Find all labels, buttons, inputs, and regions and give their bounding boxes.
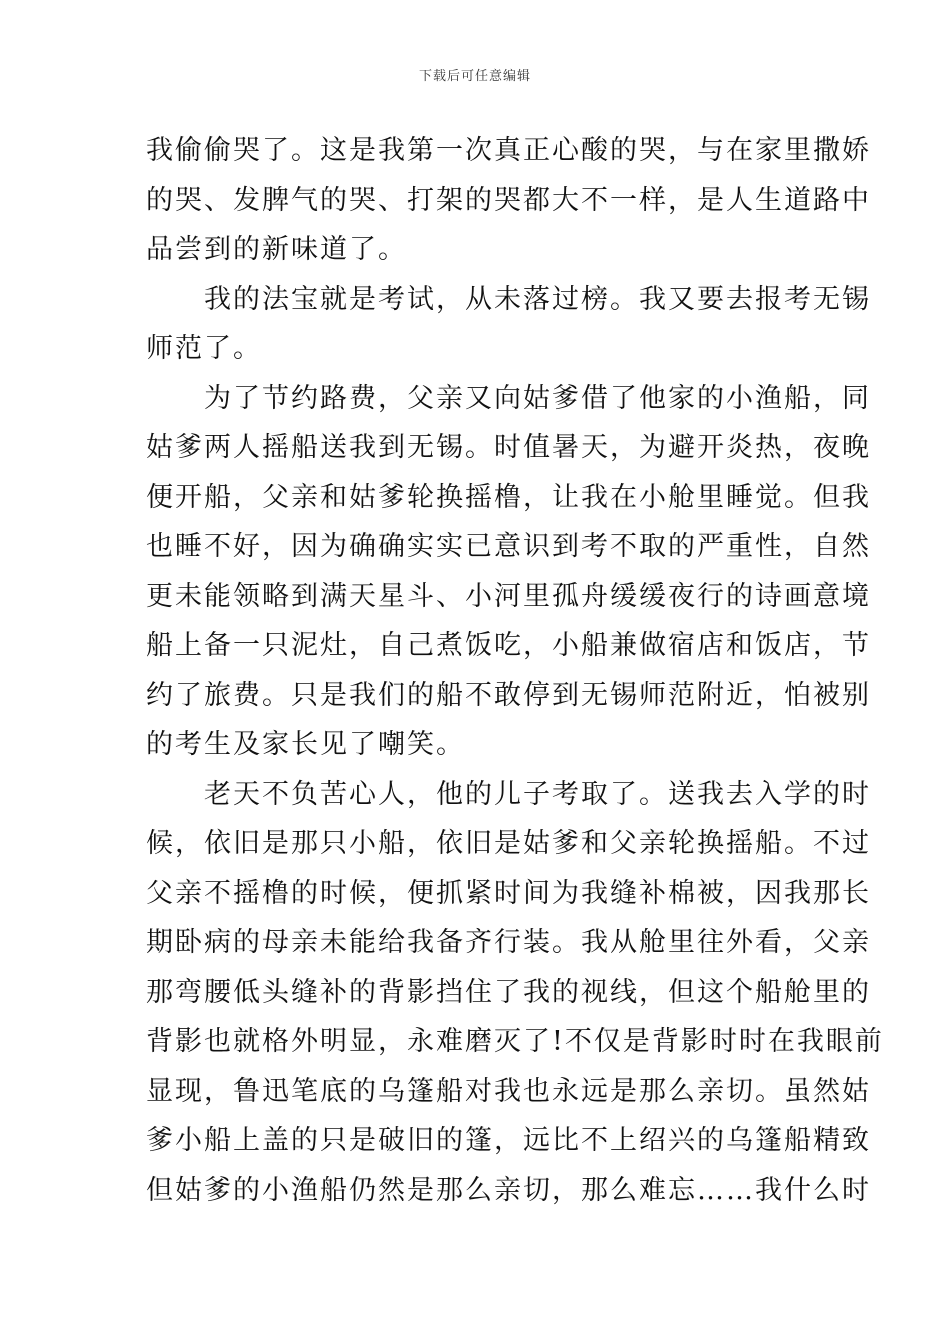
text-line: 的哭、发脾气的哭、打架的哭都大不一样，是人生道路中 <box>146 184 871 216</box>
text-line: 老天不负苦心人，他的儿子考取了。送我去入学的时 <box>146 778 871 810</box>
body-text <box>146 126 884 1215</box>
text-line: 我偷偷哭了。这是我第一次真正心酸的哭，与在家里撒娇 <box>146 135 871 166</box>
text-line: 便开船，父亲和姑爹轮换摇橹，让我在小舱里睡觉。但我 <box>146 481 871 513</box>
header-note: 下载后可任意编辑 <box>418 69 531 84</box>
text-line: 显现，鲁迅笔底的乌篷船对我也永远是那么亲切。虽然姑 <box>146 1075 871 1107</box>
text-line: 的考生及家长见了嘲笑。 <box>146 729 465 760</box>
text-line: 师范了。 <box>146 333 262 364</box>
text-line: 父亲不摇橹的时候，便抓紧时间为我缝补棉被，因我那长 <box>146 877 871 909</box>
text-line: 船上备一只泥灶，自己煮饭吃，小船兼做宿店和饭店，节 <box>146 630 871 661</box>
text-line: 爹小船上盖的只是破旧的篷，远比不上绍兴的乌篷船精致 <box>146 1125 871 1156</box>
text-line: 我的法宝就是考试，从未落过榜。我又要去报考无锡 <box>146 283 871 315</box>
text-line: 但姑爹的小渔船仍然是那么亲切，那么难忘……我什么时 <box>146 1174 871 1206</box>
text-line: 约了旅费。只是我们的船不敢停到无锡师范附近，怕被别 <box>146 679 871 711</box>
text-line: 为了节约路费，父亲又向姑爹借了他家的小渔船，同 <box>146 382 871 414</box>
text-line: 更未能领略到满天星斗、小河里孤舟缓缓夜行的诗画意境 <box>146 580 871 612</box>
text-line: 候，依旧是那只小船，依旧是姑爹和父亲轮换摇船。不过 <box>146 828 871 859</box>
text-line: 那弯腰低头缝补的背影挡住了我的视线，但这个船舱里的 <box>146 976 871 1008</box>
text-line: 品尝到的新味道了。 <box>146 234 407 265</box>
text-line: 期卧病的母亲未能给我备齐行装。我从舱里往外看，父亲 <box>146 927 871 958</box>
text-line: 也睡不好，因为确确实实已意识到考不取的严重性，自然 <box>146 531 871 562</box>
text-line: 姑爹两人摇船送我到无锡。时值暑天，为避开炎热，夜晚 <box>146 432 871 463</box>
text-line: 背影也就格外明显，永难磨灭了!不仅是背影时时在我眼前 <box>146 1026 884 1057</box>
